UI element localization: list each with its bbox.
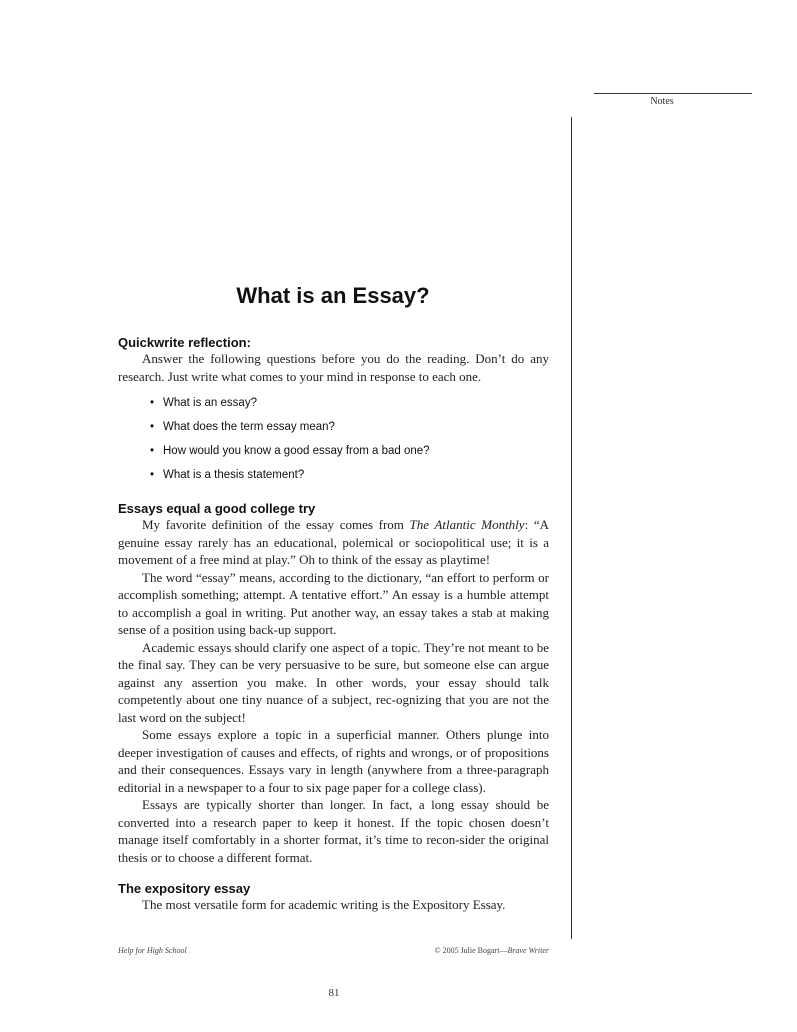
- bullet-icon: •: [150, 445, 155, 457]
- margin-vertical-rule: [571, 117, 572, 939]
- question-text: What does the term essay mean?: [163, 421, 335, 433]
- bullet-icon: •: [150, 397, 155, 409]
- footer-book-title: Help for High School: [118, 946, 187, 955]
- college-try-paragraph-5: Essays are typically shorter than longer. In fact, a long essay should be converted into a research paper to keep it honest. If the topic chosen doesn’t manage itself comfortably in a shorter format, it’s time to recon-sider the original thesis or to choose a different format.: [118, 797, 549, 865]
- main-content: [118, 336, 549, 914]
- quickwrite-question-list: [118, 391, 549, 487]
- college-try-paragraph-2: The word “essay” means, according to the dictionary, “an effort to perform or accomplish something; attempt. A tentative effort.” An essay is a humble attempt to accomplish a goal in writing. Put another way, an essay takes a stab at making sense of a position using back-up support.: [118, 569, 549, 637]
- footer-copyright: [350, 946, 549, 955]
- list-item: [118, 439, 549, 463]
- question-text: How would you know a good essay from a bad one?: [163, 445, 430, 457]
- expository-heading: The expository essay: [118, 881, 251, 896]
- brand-name: Brave Writer: [507, 946, 549, 955]
- question-text: What is an essay?: [163, 397, 257, 409]
- page-number: 81: [328, 987, 340, 999]
- paragraph-text: : “A genuine essay rarely has an educational, polemical or sociopolitical use; it is a movement of a free mind at play.” Oh to think of the essay as playtime!: [118, 517, 549, 567]
- expository-paragraph-1: The most versatile form for academic writing is the Expository Essay.: [142, 897, 506, 912]
- list-item: [118, 391, 549, 415]
- quickwrite-intro: Answer the following questions before you do the reading. Don’t do any research. Just write what comes to your mind in response to each one.: [118, 351, 549, 384]
- page-title: What is an Essay?: [236, 283, 430, 308]
- source-title: The Atlantic Monthly: [409, 517, 525, 532]
- notes-label: Notes: [650, 96, 674, 107]
- list-item: [118, 463, 549, 487]
- copyright-text: © 2005 Julie Bogart—: [434, 946, 508, 955]
- college-try-paragraph-4: Some essays explore a topic in a superficial manner. Others plunge into deeper investigation of causes and effects, of rights and wrongs, or of propositions and their consequences. Essays vary in length (anywhere from a three-paragraph editorial in a newspaper to a four to six page paper for a college class).: [118, 727, 549, 795]
- college-try-heading: Essays equal a good college try: [118, 501, 316, 516]
- college-try-paragraph-3: Academic essays should clarify one aspect of a topic. They’re not meant to be the final say. They can be very persuasive to be sure, but someone else can argue against any assertion you make. In other words, your essay should talk competently about one tiny nuance of a subject, rec-ognizing that you are not the last word on the subject!: [118, 639, 549, 725]
- paragraph-text: My favorite definition of the essay comes from: [142, 517, 410, 532]
- college-try-paragraph-1: [118, 516, 549, 569]
- question-text: What is a thesis statement?: [163, 469, 305, 481]
- list-item: [118, 415, 549, 439]
- bullet-icon: •: [150, 421, 155, 433]
- bullet-icon: •: [150, 469, 155, 481]
- notes-divider-line: [594, 93, 752, 94]
- quickwrite-heading: Quickwrite reflection:: [118, 335, 251, 350]
